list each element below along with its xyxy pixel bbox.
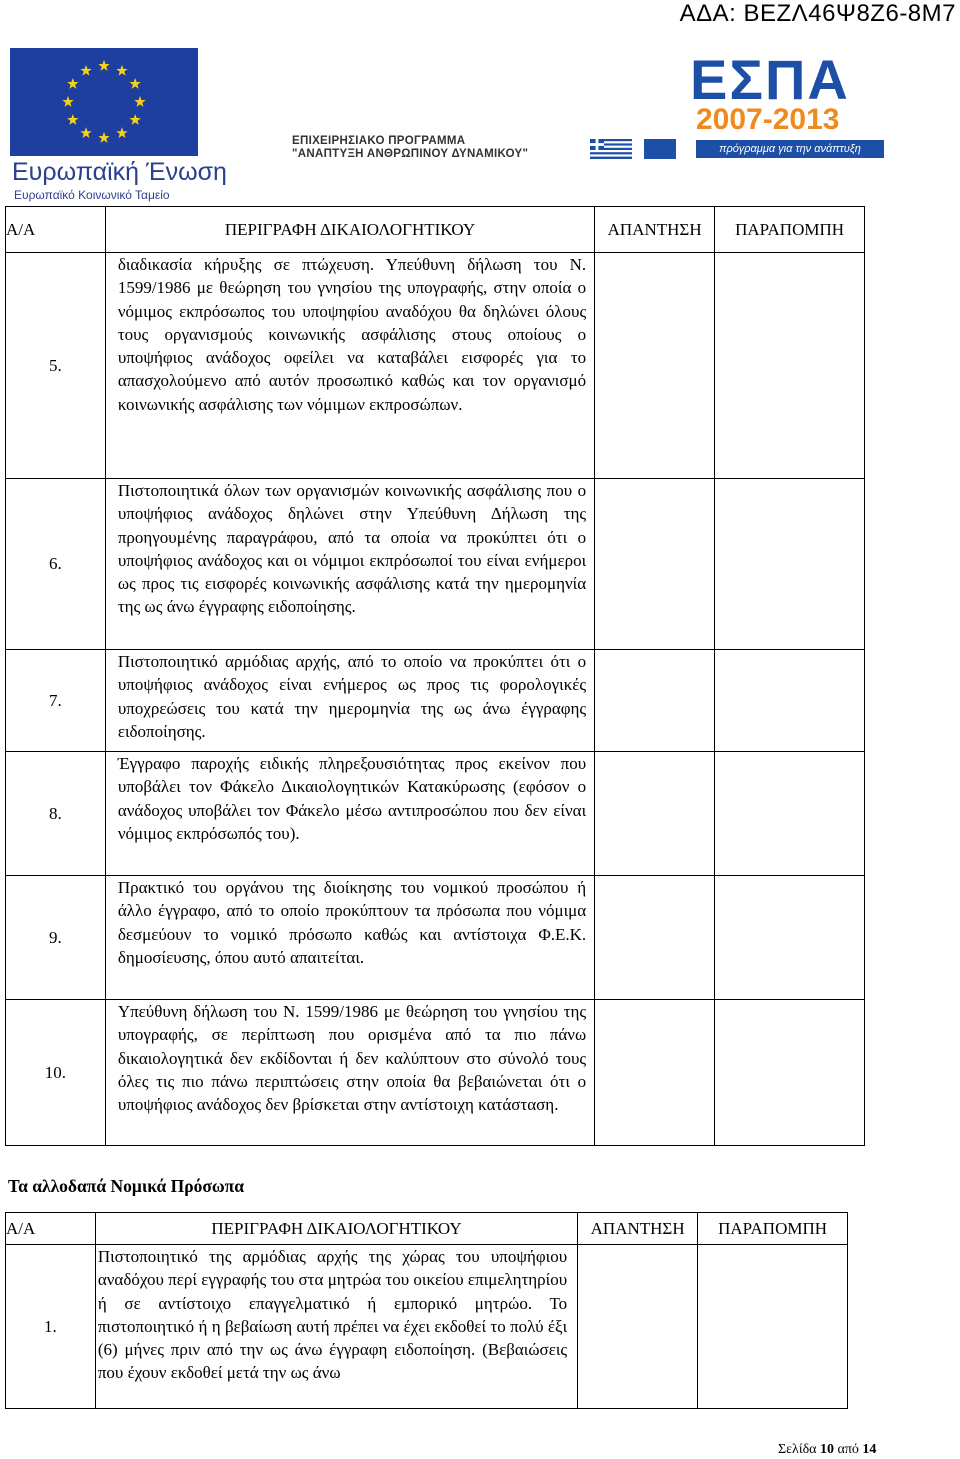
table-row <box>6 1245 848 1409</box>
table-header <box>6 1213 848 1245</box>
col-description: ΠΕΡΙΓΡΑΦΗ ΔΙΚΑΙΟΛΟΓΗΤΙΚΟΥ <box>105 207 594 253</box>
table-row <box>6 1000 865 1146</box>
page-footer <box>778 1442 876 1458</box>
row-description: διαδικασία κήρυξης σε πτώχευση. Υπεύθυνη δήλωση του Ν. 1599/1986 με θεώρηση του γνησίου της υπογραφής, στην οποία ο νόμιμος εκπρόσωπος του υποψηφίου αναδόχου θα δηλώνει όλους τους οργανισμούς κοινωνικής ασφάλισης στους οποίους ο υποψήφιος ανάδοχος οφείλει να καταβάλει εισφορές για το απασχολούμενο από αυτόν προσωπικό καθώς και τον οργανισμό κοινωνικής ασφάλισης των νόμιμων εκπροσώπων. <box>105 253 594 479</box>
star-icon <box>80 127 91 138</box>
eu-flag <box>10 48 198 156</box>
row-number: 8. <box>6 752 106 876</box>
table-header <box>6 207 865 253</box>
star-icon <box>98 132 109 143</box>
table-row <box>6 479 865 650</box>
answer-cell[interactable] <box>595 876 715 1000</box>
row-number: 1. <box>6 1245 96 1409</box>
reference-cell[interactable] <box>715 650 865 752</box>
row-description: Πιστοποιητικά όλων των οργανισμών κοινωνικής ασφάλισης που ο υποψήφιος ανάδοχος δηλώνει στην Υπεύθυνη Δήλωση της προηγουμένης παραγράφου, από τα οποία να προκύπτει ότι ο υποψήφιος ανάδοχος και οι νόμιμοι εκπρόσωποί του είναι ενήμεροι ως προς τις εισφορές κοινωνικής ασφάλισης κατά την ημερομηνία της ως άνω έγγραφης ειδοποίησης. <box>105 479 594 650</box>
table-row <box>6 752 865 876</box>
table-row <box>6 253 865 479</box>
program-line1: ΕΠΙΧΕΙΡΗΣΙΑΚΟ ΠΡΟΓΡΑΜΜΑ <box>292 135 466 147</box>
col-reference: ΠΑΡΑΠΟΜΠΗ <box>698 1213 848 1245</box>
star-icon <box>67 78 78 89</box>
col-answer: ΑΠΑΝΤΗΣΗ <box>595 207 715 253</box>
eu-mini-flag-icon <box>644 139 676 159</box>
reference-cell[interactable] <box>715 479 865 650</box>
espa-logo <box>292 48 912 165</box>
star-icon <box>116 127 127 138</box>
star-icon <box>134 96 145 107</box>
col-aa: Α/Α <box>6 207 106 253</box>
col-description: ΠΕΡΙΓΡΑΦΗ ΔΙΚΑΙΟΛΟΓΗΤΙΚΟΥ <box>95 1213 577 1245</box>
star-icon <box>98 60 109 71</box>
eu-fund: Ευρωπαϊκό Κοινωνικό Ταμείο <box>14 188 170 202</box>
section-heading: Τα αλλοδαπά Νομικά Πρόσωπα <box>8 1176 244 1196</box>
row-number: 9. <box>6 876 106 1000</box>
col-answer: ΑΠΑΝΤΗΣΗ <box>578 1213 698 1245</box>
answer-cell[interactable] <box>595 752 715 876</box>
col-reference: ΠΑΡΑΠΟΜΠΗ <box>715 207 865 253</box>
greek-flag-icon <box>590 139 632 159</box>
reference-cell[interactable] <box>698 1245 848 1409</box>
documents-table <box>5 206 865 1146</box>
answer-cell[interactable] <box>578 1245 698 1409</box>
reference-cell[interactable] <box>715 1000 865 1146</box>
row-description: Υπεύθυνη δήλωση του Ν. 1599/1986 με θεώρηση του γνησίου της υπογραφής, σε περίπτωση που ορισμένα από τα πιο πάνω δικαιολογητικά δεν εκδίδονται ή δεν καλύπτουν στο σύνολό τους όλες τις πιο πάνω περιπτώσεις στην οποία θα βεβαιώνεται ότι ο υποψήφιος ανάδοχος δεν βρίσκεται στην αντίστοιχη κατάσταση. <box>105 1000 594 1146</box>
star-icon <box>80 65 91 76</box>
espa-tagline: πρόγραμμα για την ανάπτυξη <box>696 140 884 158</box>
ada-code: ΑΔΑ: ΒΕΖΛ46Ψ8Ζ6-8Μ7 <box>679 0 956 27</box>
table-row <box>6 876 865 1000</box>
total-pages: 14 <box>862 1442 877 1457</box>
star-icon <box>129 114 140 125</box>
row-description: Έγγραφο παροχής ειδικής πληρεξουσιότητας προς εκείνον που υποβάλει τον Φάκελο Δικαιολογητικών Κατακύρωσης (εφόσον ο ανάδοχος υποβάλει τον Φάκελο μέσω αντιπροσώπου που δεν είναι νόμιμος εκπρόσωπός του). <box>105 752 594 876</box>
row-number: 5. <box>6 253 106 479</box>
row-number: 7. <box>6 650 106 752</box>
answer-cell[interactable] <box>595 253 715 479</box>
program-line2: "ΑΝΑΠΤΥΞΗ ΑΝΘΡΩΠΙΝΟΥ ΔΥΝΑΜΙΚΟΥ" <box>292 148 529 160</box>
espa-word: ΕΣΠΑ <box>690 48 850 111</box>
reference-cell[interactable] <box>715 876 865 1000</box>
row-description: Πιστοποιητικό αρμόδιας αρχής, από το οποίο να προκύπτει ότι ο υποψήφιος ανάδοχος είναι ενήμερος ως προς τις φορολογικές υποχρεώσεις του κατά την ημερομηνία της ως άνω έγγραφης ειδοποίησης. <box>105 650 594 752</box>
row-number: 6. <box>6 479 106 650</box>
current-page: 10 <box>820 1442 835 1457</box>
row-description: Πρακτικό του οργάνου της διοίκησης του νομικού προσώπου ή άλλο έγγραφο, από το οποίο προκύπτουν τα πρόσωπα που νόμιμα δεσμεύουν το νομικό πρόσωπο καθώς και αντίστοιχα Φ.Ε.Κ. δημοσίευσης, όπου αυτό απαιτείται. <box>105 876 594 1000</box>
answer-cell[interactable] <box>595 1000 715 1146</box>
star-icon <box>62 96 73 107</box>
star-icon <box>129 78 140 89</box>
table-row <box>6 650 865 752</box>
row-number: 10. <box>6 1000 106 1146</box>
foreign-entities-table <box>5 1212 848 1409</box>
star-icon <box>67 114 78 125</box>
footer-middle: από <box>834 1442 863 1457</box>
eu-logo <box>10 48 227 203</box>
answer-cell[interactable] <box>595 479 715 650</box>
row-description: Πιστοποιητικό της αρμόδιας αρχής της χώρας του υποψήφιου αναδόχου περί εγγραφής του στα μητρώα του οικείου επιμελητηρίου ή σε αντίστοιχο επαγγελματικό ή εμπορικό μητρώο. Το πιστοποιητικό ή η βεβαίωση αυτή πρέπει να έχει εκδοθεί το πολύ έξι (6) μήνες πριν από την ως άνω έγγραφη ειδοποίηση. (Βεβαιώσεις που έχουν εκδοθεί μετά την ως άνω <box>95 1245 577 1409</box>
col-aa: Α/Α <box>6 1213 96 1245</box>
espa-years: 2007-2013 <box>696 103 840 136</box>
reference-cell[interactable] <box>715 253 865 479</box>
eu-stars-icon <box>10 48 198 156</box>
footer-prefix: Σελίδα <box>778 1442 821 1457</box>
star-icon <box>116 65 127 76</box>
eu-name: Ευρωπαϊκή Ένωση <box>12 158 227 186</box>
reference-cell[interactable] <box>715 752 865 876</box>
answer-cell[interactable] <box>595 650 715 752</box>
